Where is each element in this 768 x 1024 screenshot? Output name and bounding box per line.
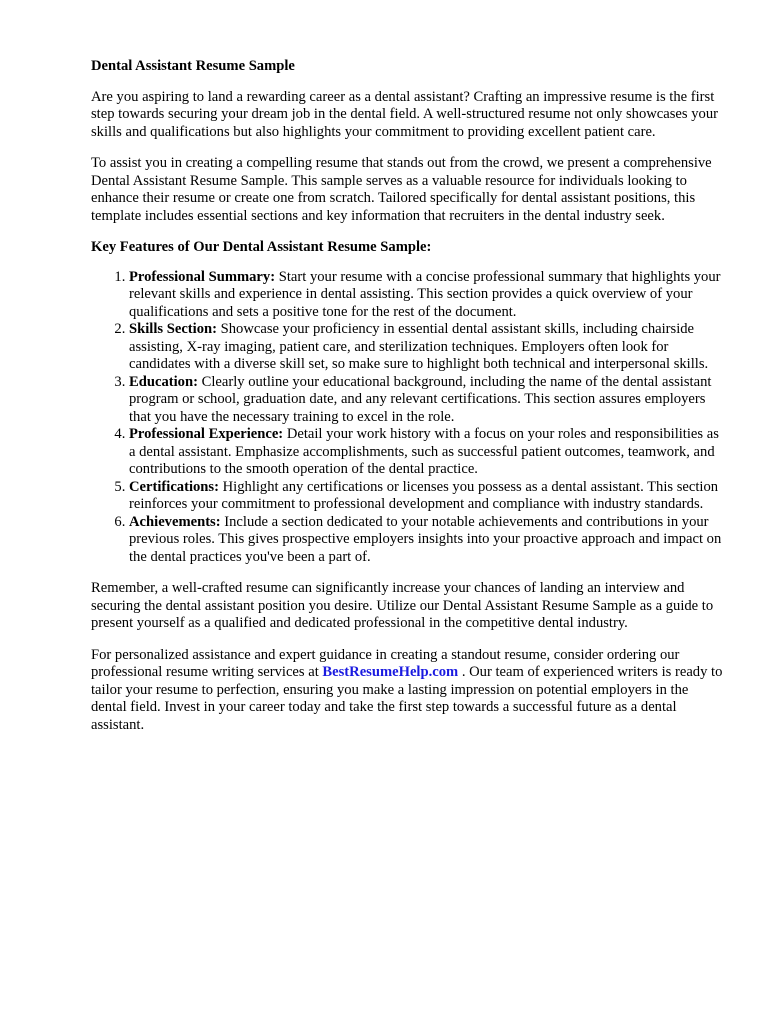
features-heading: Key Features of Our Dental Assistant Resume Sample:	[91, 239, 432, 255]
feature-text: Clearly outline your educational background, including the name of the dental assistant program or school, graduation date, and any relevant certifications. This section assures employers that you have the necessary training to excel in the role.	[129, 373, 712, 425]
closing-paragraph: Remember, a well-crafted resume can significantly increase your chances of landing an interview and securing the dental assistant position you desire. Utilize our Dental Assistant Resume Sample as a guide to present yourself as a qualified and dedicated professional in the competitive dental industry.	[91, 580, 714, 631]
feature-item-achievements	[129, 514, 723, 567]
bestresumehelp-link[interactable]: BestResumeHelp.com	[322, 664, 459, 680]
document-page	[91, 58, 723, 748]
feature-text: Include a section dedicated to your notable achievements and contributions in your previous roles. This gives prospective employers insights into your proactive approach and impact on the dental practices you've been a part of.	[129, 513, 722, 565]
feature-text: Detail your work history with a focus on your roles and responsibilities as a dental assistant. Emphasize accomplishments, such as successful patient outcomes, teamwork, and contributions to the smooth operation of the dental practice.	[129, 426, 719, 477]
document-title: Dental Assistant Resume Sample	[91, 58, 295, 74]
feature-term: Professional Experience:	[129, 426, 284, 442]
feature-text: Highlight any certifications or licenses you possess as a dental assistant. This section reinforces your commitment to professional development and compliance with industry standards.	[129, 478, 719, 512]
final-paragraph	[91, 647, 723, 735]
feature-item-professional-experience	[129, 426, 723, 479]
feature-text: Start your resume with a concise professional summary that highlights your relevant skills and experience in dental assisting. This section provides a quick overview of your qualifications and sets a positive tone for the rest of the document.	[129, 268, 721, 320]
intro-paragraph-2: To assist you in creating a compelling resume that stands out from the crowd, we present a comprehensive Dental Assistant Resume Sample. This sample serves as a valuable resource for individuals looking to enhance their resume or create one from scratch. Tailored specifically for dental assistant positions, this template includes essential sections and key information that recruiters in the dental industry seek.	[91, 155, 712, 224]
feature-term: Skills Section:	[129, 321, 217, 337]
feature-item-skills-section	[129, 321, 723, 374]
final-paragraph-after-link: . Our team of experienced writers is ready to tailor your resume to perfection, ensuring you make a lasting impression on potential employers in the dental field. Invest in your career today and take the first step towards a successful future as a dental assistant.	[91, 664, 723, 733]
feature-term: Certifications:	[129, 478, 219, 495]
feature-item-professional-summary	[129, 269, 723, 322]
feature-item-education	[129, 374, 723, 427]
intro-paragraph-1: Are you aspiring to land a rewarding career as a dental assistant? Crafting an impressive resume is the first step towards securing your dream job in the dental field. A well-structured resume not only showcases your skills and qualifications but also highlights your commitment to providing excellent patient care.	[91, 88, 718, 140]
feature-text: Showcase your proficiency in essential dental assistant skills, including chairside assisting, X-ray imaging, patient care, and sterilization techniques. Employers often look for candidates with a diverse skill set, so make sure to highlight both technical and interpersonal skills.	[129, 321, 709, 372]
feature-term: Achievements:	[129, 513, 221, 530]
features-list	[91, 269, 723, 567]
feature-term: Professional Summary:	[129, 268, 276, 285]
final-paragraph-before-link: For personalized assistance and expert guidance in creating a standout resume, consider ordering our professional resume writing services at	[91, 646, 680, 680]
feature-item-certifications	[129, 479, 723, 514]
feature-term: Education:	[129, 373, 198, 390]
